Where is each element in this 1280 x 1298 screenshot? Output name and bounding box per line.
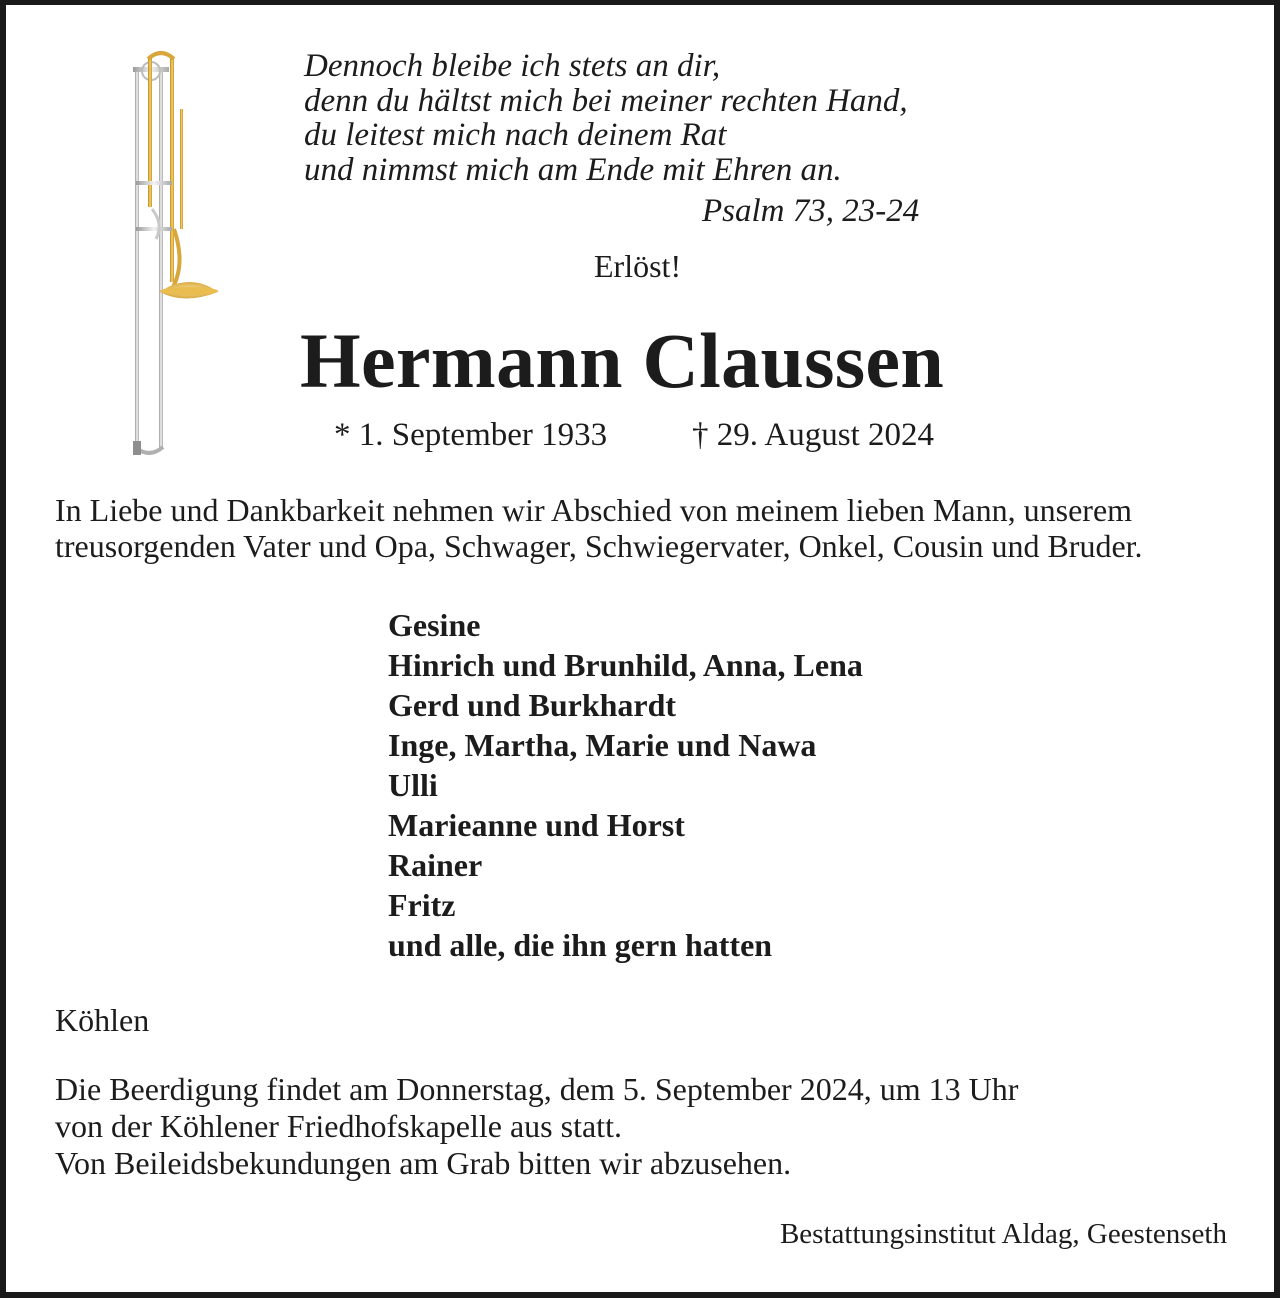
- undertaker-credit: Bestattungsinstitut Aldag, Geestenseth: [779, 1218, 1227, 1250]
- funeral-info: [55, 1071, 1018, 1182]
- death-date: † 29. August 2024: [692, 417, 935, 453]
- funeral-line: Die Beerdigung findet am Donnerstag, dem 5. September 2024, um 13 Uhr: [55, 1071, 1019, 1107]
- place-name: Köhlen: [55, 1002, 150, 1038]
- farewell-text: [55, 492, 1143, 564]
- verse-line: denn du hältst mich bei meiner rechten Hand,: [304, 82, 908, 119]
- funeral-line: von der Köhlener Friedhofskapelle aus statt.: [55, 1108, 622, 1144]
- verse-line: du leitest mich nach deinem Rat: [304, 117, 727, 153]
- mourner-entry: Inge, Martha, Marie und Nawa: [388, 727, 817, 763]
- birth-date: * 1. September 1933: [334, 417, 608, 453]
- verse-reference: Psalm 73, 23-24: [702, 193, 920, 229]
- mourner-entry: Hinrich und Brunhild, Anna, Lena: [388, 647, 863, 683]
- bible-verse: [304, 49, 908, 187]
- mourner-entry: Fritz: [388, 887, 456, 923]
- mourner-entry: und alle, die ihn gern hatten: [388, 927, 773, 963]
- farewell-line: treusorgenden Vater und Opa, Schwager, Schwiegervater, Onkel, Cousin und Bruder.: [55, 528, 1143, 564]
- mourner-entry: Rainer: [388, 847, 483, 883]
- mourner-entry: Ulli: [388, 767, 438, 803]
- erloest-label: Erlöst!: [594, 248, 682, 284]
- verse-line: Dennoch bleibe ich stets an dir,: [304, 48, 721, 84]
- mourner-entry: Gesine: [388, 607, 481, 643]
- mourners-list: [388, 605, 863, 965]
- farewell-line: In Liebe und Dankbarkeit nehmen wir Abschied von meinem lieben Mann, unserem: [55, 492, 1133, 528]
- mourner-entry: Marieanne und Horst: [388, 807, 685, 843]
- deceased-name: Hermann Claussen: [300, 317, 945, 404]
- trombone-icon: [116, 49, 226, 463]
- verse-line: und nimmst mich am Ende mit Ehren an.: [304, 151, 842, 188]
- mourner-entry: Gerd und Burkhardt: [388, 687, 677, 723]
- funeral-line: Von Beileidsbekundungen am Grab bitten wir abzusehen.: [55, 1145, 792, 1181]
